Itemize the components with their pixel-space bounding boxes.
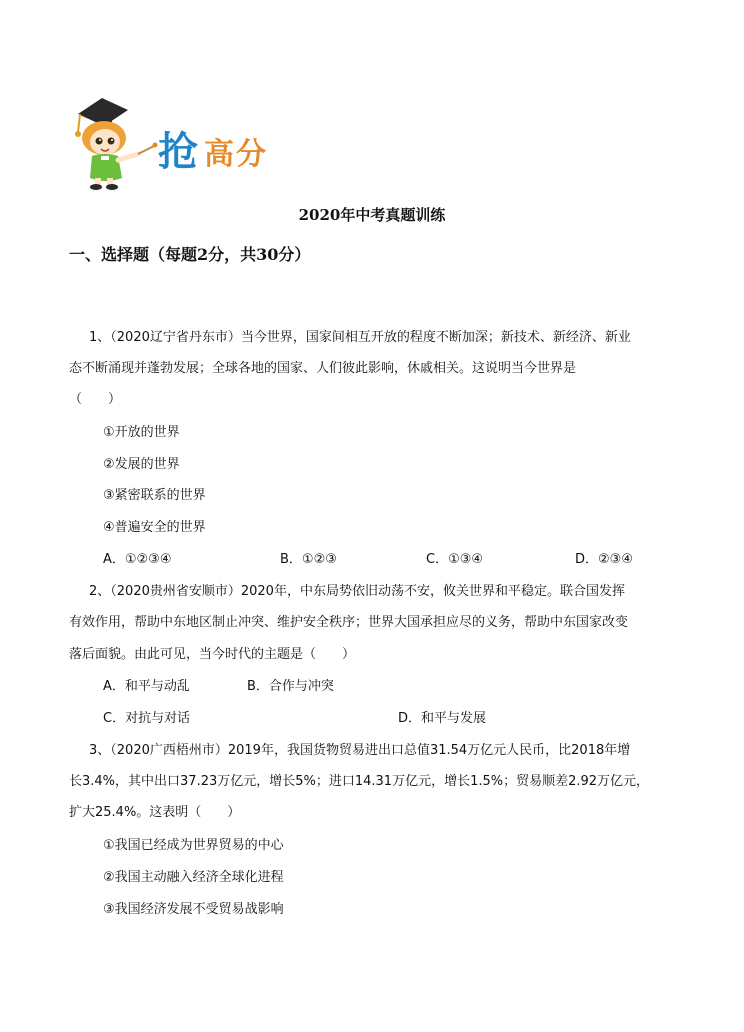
question-3-line-3: 扩大25.4%。这表明（ ）: [69, 805, 241, 820]
question-2-option-a: A．和平与动乱: [103, 679, 190, 694]
question-1-option-d: D．②③④: [575, 552, 633, 567]
question-2-line-3: 落后面貌。由此可见，当今时代的主题是（ ）: [69, 647, 356, 662]
question-3-line-1: 3、（2020广西梧州市）2019年，我国货物贸易进出口总值31.54万亿元人民币，比2018年增: [89, 743, 631, 758]
question-1-line-1: 1、（2020辽宁省丹东市）当今世界，国家间相互开放的程度不断加深；新技术、新经济、新业: [89, 330, 631, 345]
document-title: 2020年中考真题训练: [298, 206, 446, 224]
question-2-option-c: C．对抗与对话: [103, 711, 191, 726]
logo-char-small: 高分: [204, 137, 268, 172]
question-3-item-1: ①我国已经成为世界贸易的中心: [103, 838, 284, 853]
question-2-line-2: 有效作用，帮助中东地区制止冲突、维护安全秩序；世界大国承担应尽的义务，帮助中东国家改变: [69, 615, 629, 630]
question-1-option-a: A．①②③④: [103, 552, 172, 567]
question-3-item-3: ③我国经济发展不受贸易战影响: [103, 902, 284, 917]
question-1-option-c: C．①③④: [426, 552, 484, 567]
question-3-line-2: 长3.4%，其中出口37.23万亿元，增长5%；进口14.31万亿元，增长1.5%；贸易顺差2.92万亿元，: [69, 774, 650, 789]
question-2-line-1: 2、（2020贵州省安顺市）2020年，中东局势依旧动荡不安，攸关世界和平稳定。联合国发挥: [89, 584, 625, 599]
question-1-item-3: ③紧密联系的世界: [103, 488, 206, 503]
question-1-item-1: ①开放的世界: [103, 425, 180, 440]
logo-char-big: 抢: [158, 129, 198, 175]
question-2-option-b: B．合作与冲突: [247, 679, 334, 694]
question-1-item-2: ②发展的世界: [103, 457, 180, 472]
question-1-option-b: B．①②③: [280, 552, 337, 567]
question-1-item-4: ④普遍安全的世界: [103, 520, 206, 535]
question-3-item-2: ②我国主动融入经济全球化进程: [103, 870, 284, 885]
section-heading: 一、选择题（每题2分，共30分）: [69, 245, 311, 264]
question-1-line-3: （ ）: [69, 392, 122, 407]
question-1-line-2: 态不断涌现并蓬勃发展；全球各地的国家、人们彼此影响，休戚相关。这说明当今世界是: [69, 361, 577, 376]
mascot-logo-image: [68, 96, 160, 192]
logo-title: [158, 112, 268, 175]
question-2-option-d: D．和平与发展: [398, 711, 487, 726]
